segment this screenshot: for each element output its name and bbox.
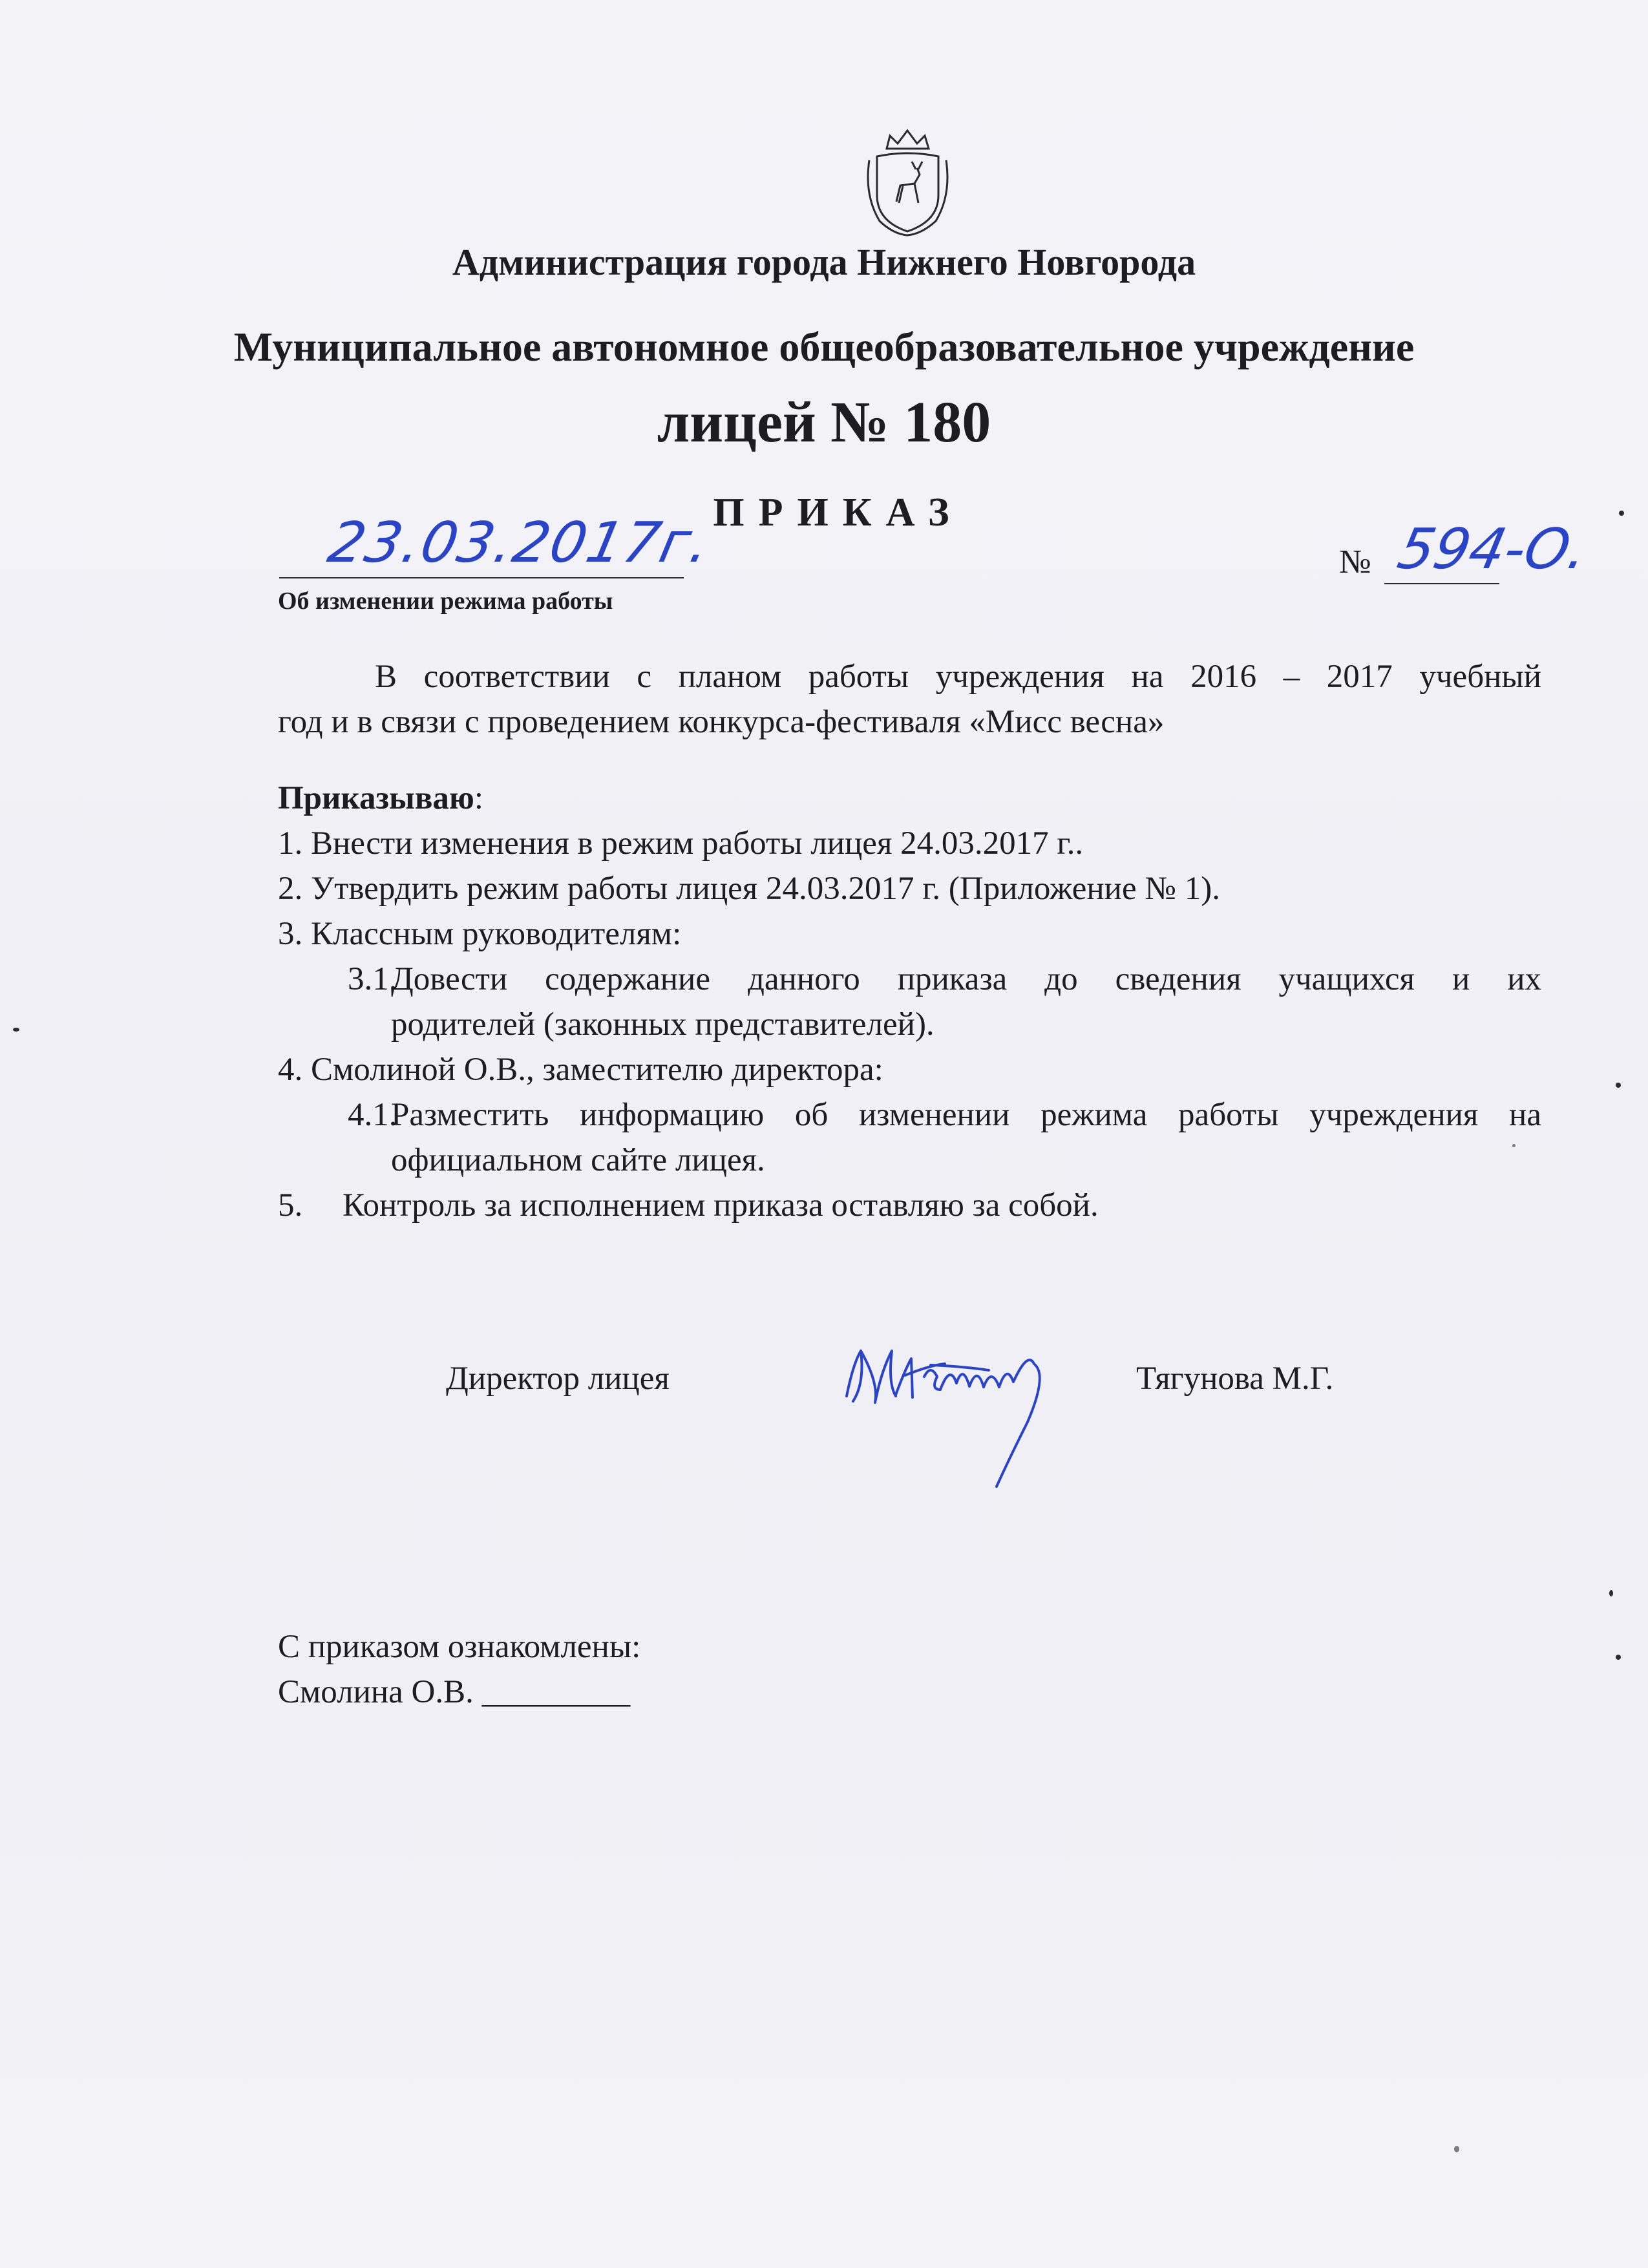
list-item: 3. Классным руководителям:	[278, 916, 682, 952]
preamble-line-2: год и в связи с проведением конкурса-фестиваля «Мисс весна»	[278, 704, 1165, 740]
sub-item-line: родителей (законных представителей).	[391, 1006, 935, 1043]
scan-speck	[1616, 1083, 1621, 1088]
scan-speck	[1619, 511, 1624, 516]
order-title: ПРИКАЗ	[713, 491, 964, 535]
list-item-number: 5.	[278, 1187, 303, 1224]
sub-item-line: официальном сайте лицея.	[391, 1142, 765, 1178]
scan-speck	[1512, 1144, 1516, 1147]
scan-speck	[1616, 1655, 1621, 1660]
handwritten-order-number: 594-О.	[1392, 517, 1594, 582]
sub-item-line: Разместить информацию об изменении режима работы учреждения на	[391, 1097, 1541, 1133]
sub-item-number: 4.1.	[348, 1097, 397, 1133]
scan-speck	[1609, 1590, 1613, 1596]
list-item: 4. Смолиной О.В., заместителю директора:	[278, 1052, 883, 1088]
scan-speck	[1454, 2146, 1459, 2152]
order-subject: Об изменении режима работы	[278, 588, 613, 615]
director-role: Директор лицея	[446, 1361, 670, 1397]
handwritten-date: 23.03.2017г.	[322, 511, 717, 575]
number-underline	[1384, 583, 1499, 584]
lyceum-title: лицей № 180	[657, 390, 991, 454]
acknowledgement-name-line: Смолина О.В. _________	[278, 1674, 631, 1710]
order-word-colon: :	[474, 780, 484, 816]
scan-speck	[13, 1028, 19, 1032]
administration-title: Администрация города Нижнего Новгорода	[452, 241, 1196, 283]
institution-title: Муниципальное автономное общеобразовательное учреждение	[233, 324, 1415, 370]
date-underline	[279, 577, 684, 578]
preamble-line-1: В соответствии с планом работы учреждения на 2016 – 2017 учебный	[375, 659, 1541, 695]
list-item: 1. Внести изменения в режим работы лицея 24.03.2017 г..	[278, 825, 1084, 862]
acknowledgement-title: С приказом ознакомлены:	[278, 1629, 641, 1665]
coat-of-arms-icon	[858, 124, 958, 237]
order-word-bold: Приказываю	[278, 780, 474, 816]
order-word	[278, 776, 483, 821]
list-item: Контроль за исполнением приказа оставляю за собой.	[343, 1187, 1099, 1224]
list-item: 2. Утвердить режим работы лицея 24.03.2017 г. (Приложение № 1).	[278, 871, 1220, 907]
sub-item-number: 3.1.	[348, 961, 397, 997]
handwritten-signature	[834, 1325, 1092, 1493]
number-sign: №	[1339, 544, 1371, 580]
sub-item-line: Довести содержание данного приказа до сведения учащихся и их	[391, 961, 1541, 997]
director-name: Тягунова М.Г.	[1136, 1361, 1334, 1397]
